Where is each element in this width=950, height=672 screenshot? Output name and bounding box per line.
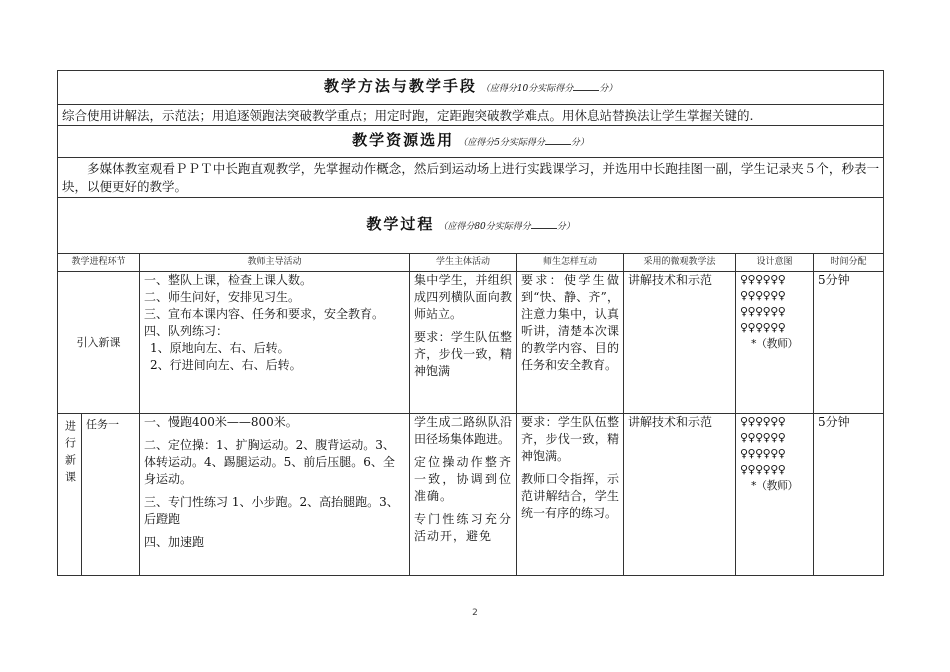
process-title: 教学过程 xyxy=(366,214,435,233)
teacher-position: *（教师） xyxy=(751,479,798,492)
teacher-line: 二、定位操：1、扩胸运动。2、腹背运动。3、体转运动。4、踢腿运动。5、前后压腿。6、全身运动。 xyxy=(144,438,395,486)
formation-row: ♀♀♀♀♀♀ xyxy=(740,305,786,318)
time-cell xyxy=(814,414,884,576)
student-paragraph: 集中学生，并组织成四列横队面向教师站立。 xyxy=(414,273,512,321)
header-time: 时间分配 xyxy=(814,254,884,272)
interaction-paragraph: 教师口令指挥，示范讲解结合，学生统一有序的练习。 xyxy=(521,472,619,520)
student-activity-cell xyxy=(410,414,517,576)
stage-cell xyxy=(58,272,140,414)
interaction-paragraph: 要求：学生队伍整齐，步伐一致，精神饱满。 xyxy=(521,415,619,463)
resources-content-row xyxy=(58,158,884,198)
process-score-unit: 分） xyxy=(556,221,575,232)
formation-row: ♀♀♀♀♀♀ xyxy=(740,447,786,460)
teacher-line: 三、宣布本课内容、任务和要求，安全教育。 xyxy=(144,307,385,321)
teacher-line: 四、加速跑 xyxy=(144,535,205,549)
teacher-line: 三、专门性练习 1、小步跑。2、高抬腿跑。3、后蹬跑 xyxy=(144,495,399,526)
interaction-cell xyxy=(517,272,624,414)
formation-row: ♀♀♀♀♀♀ xyxy=(740,273,786,286)
methods-title-cell xyxy=(58,71,884,105)
teacher-line: 一、整队上课，检查上课人数。 xyxy=(144,273,313,287)
methods-content: 综合使用讲解法，示范法；用追逐领跑法突破教学重点；用定时跑，定距跑突破教学难点。用休息站替换法让学生掌握关键的. xyxy=(58,105,884,126)
header-student: 学生主体活动 xyxy=(410,254,517,272)
method-cell xyxy=(624,414,736,576)
interaction-paragraph: 要求：使学生做到“快、静、齐”，注意力集中，认真听讲，清楚本次课的教学内容、目的任务和安全教育。 xyxy=(521,273,619,372)
teacher-line: 1、原地向左、右、后转。 xyxy=(150,341,290,355)
task-label: 任务一 xyxy=(86,418,119,431)
stage-label: 进行新课 xyxy=(63,420,77,488)
formation-row: ♀♀♀♀♀♀ xyxy=(740,321,786,334)
stage-cell-vertical xyxy=(58,414,82,576)
header-teacher: 教师主导活动 xyxy=(140,254,410,272)
method-text: 讲解技术和示范 xyxy=(628,415,713,429)
formation-row: ♀♀♀♀♀♀ xyxy=(740,289,786,302)
lesson-plan-table xyxy=(57,70,884,576)
teacher-line: 二、师生问好，安排见习生。 xyxy=(144,290,301,304)
resources-score-unit: 分） xyxy=(570,137,589,148)
process-title-cell xyxy=(58,198,884,254)
task-cell xyxy=(82,414,140,576)
header-method: 采用的微观教学法 xyxy=(624,254,736,272)
resources-title-cell xyxy=(58,126,884,158)
student-activity-cell xyxy=(410,272,517,414)
header-interaction: 师生怎样互动 xyxy=(517,254,624,272)
student-paragraph: 要求：学生队伍整齐，步伐一致，精神饱满 xyxy=(414,330,512,378)
time-cell xyxy=(814,272,884,414)
resources-score-note: （应得分5分实际得分 xyxy=(458,137,545,148)
design-cell xyxy=(736,272,814,414)
teacher-position: *（教师） xyxy=(751,337,798,350)
teacher-line: 2、行进间向左、右、后转。 xyxy=(150,358,302,372)
student-paragraph: 专门性练习充分活动开，避免 xyxy=(414,512,512,543)
methods-score-note: （应得分10分实际得分 xyxy=(480,83,574,94)
process-header-row xyxy=(58,254,884,272)
stage-label: 引入新课 xyxy=(76,336,121,349)
teacher-activity-cell xyxy=(140,272,410,414)
methods-score-unit: 分） xyxy=(599,83,618,94)
process-row-task1 xyxy=(58,414,884,576)
student-paragraph: 定位操动作整齐一致，协调到位准确。 xyxy=(414,455,512,503)
design-cell xyxy=(736,414,814,576)
resources-title-row xyxy=(58,126,884,158)
teacher-line: 一、慢跑400米——800米。 xyxy=(144,415,298,429)
method-text: 讲解技术和示范 xyxy=(628,273,713,287)
process-row-intro xyxy=(58,272,884,414)
process-score-note: （应得分80分实际得分 xyxy=(438,221,531,232)
methods-content-row xyxy=(58,105,884,126)
method-cell xyxy=(624,272,736,414)
teacher-line: 四、队列练习： xyxy=(144,324,229,338)
resources-content: 多媒体教室观看ＰＰＴ中长跑直观教学，先掌握动作概念，然后到运动场上进行实践课学习，并选用中长跑挂图一副，学生记录夹５个，秒表一块，以便更好的教学。 xyxy=(58,158,884,198)
header-stage: 教学进程环节 xyxy=(58,254,140,272)
formation-row: ♀♀♀♀♀♀ xyxy=(740,463,786,476)
methods-title-row xyxy=(58,71,884,105)
methods-score-blank[interactable] xyxy=(573,81,599,91)
formation-row: ♀♀♀♀♀♀ xyxy=(740,415,786,428)
time-text: 5分钟 xyxy=(818,415,850,429)
process-title-row xyxy=(58,198,884,254)
formation-row: ♀♀♀♀♀♀ xyxy=(740,431,786,444)
time-text: 5分钟 xyxy=(818,273,850,287)
student-paragraph: 学生成二路纵队沿田径场集体跑进。 xyxy=(414,415,512,446)
lesson-plan-document xyxy=(57,70,883,576)
resources-title: 教学资源选用 xyxy=(352,130,455,149)
teacher-activity-cell xyxy=(140,414,410,576)
header-design: 设计意图 xyxy=(736,254,814,272)
interaction-cell xyxy=(517,414,624,576)
resources-score-blank[interactable] xyxy=(545,135,571,145)
page-number: 2 xyxy=(472,608,478,618)
process-score-blank[interactable] xyxy=(531,219,557,229)
methods-title: 教学方法与教学手段 xyxy=(323,76,477,95)
